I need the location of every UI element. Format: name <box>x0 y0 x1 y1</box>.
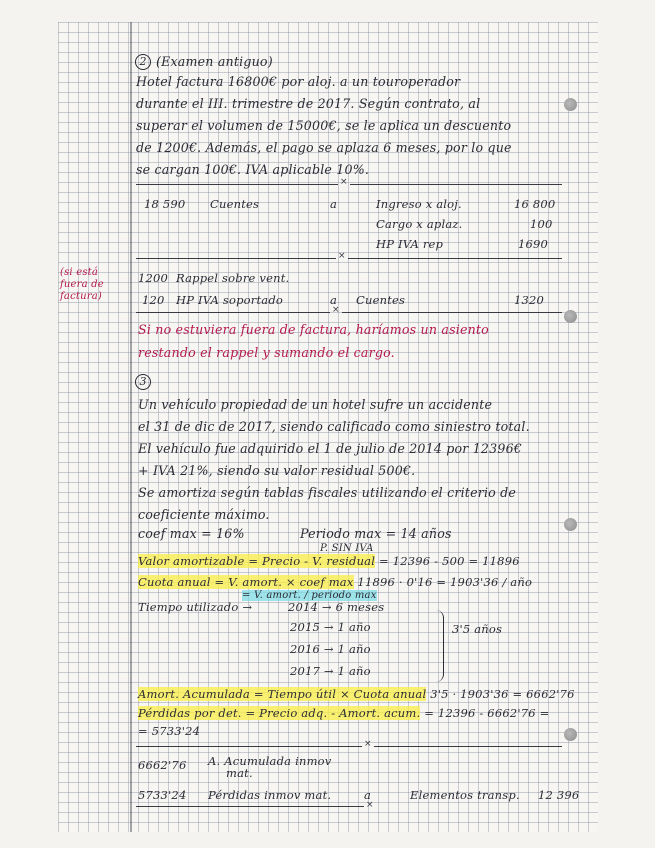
tiempo-row: 2017 → 1 año <box>290 664 371 678</box>
entry-a: a <box>364 788 372 802</box>
exercise-2-line: Hotel factura 16800€ por aloj. a un touroperador <box>136 74 461 89</box>
entry-cross-mark: × <box>338 251 346 261</box>
entry-cross-mark: × <box>340 177 348 187</box>
entry-debit-account: Cuentes <box>210 197 260 211</box>
margin-line <box>130 22 132 832</box>
side-note: (si está <box>60 267 99 278</box>
side-note: factura) <box>60 291 102 302</box>
exercise-2-heading: (Examen antiguo) <box>156 54 273 69</box>
exercise-3-line: Se amortiza según tablas fiscales utilizando el criterio de <box>138 485 517 500</box>
exercise-2-line: se cargan 100€. IVA aplicable 10%. <box>136 162 370 177</box>
tiempo-brace <box>433 610 444 682</box>
coef-max: coef max = 16% <box>138 526 245 541</box>
entry-credit-account: Ingreso x aloj. <box>376 197 462 211</box>
entry-debit-account: Pérdidas inmov mat. <box>208 788 332 802</box>
entry-credit-amount: 16 800 <box>514 197 556 211</box>
entry-credit-amount: 1320 <box>514 293 545 307</box>
entry-divider <box>350 184 562 185</box>
tiempo-row: 2015 → 1 año <box>290 620 371 634</box>
entry-credit-account: HP IVA rep <box>376 237 444 251</box>
exercise-3-line: El vehículo fue adquirido el 1 de julio de 2014 por 12396€ <box>138 441 522 456</box>
entry-divider <box>348 258 562 259</box>
tiempo-total: 3'5 años <box>452 622 503 636</box>
entry-divider <box>136 746 362 747</box>
entry-debit-amount: 1200 <box>138 271 169 285</box>
amort-acumulada-label: Amort. Acumulada = Tiempo útil × Cuota anual <box>138 687 427 701</box>
valor-amortizable-label: Valor amortizable = Precio - V. residual <box>138 554 376 568</box>
pink-note: restando el rappel y sumando el cargo. <box>138 345 395 360</box>
entry-credit-account: Cuentes <box>356 293 406 307</box>
binder-hole <box>564 518 577 531</box>
entry-debit-account: Rappel sobre vent. <box>176 271 290 285</box>
entry-divider <box>136 184 338 185</box>
exercise-2-line: de 1200€. Además, el pago se aplaza 6 meses, por lo que <box>136 140 512 155</box>
entry-divider <box>136 312 330 313</box>
cuota-anual-formula <box>138 575 532 589</box>
tiempo-row: 2014 → 6 meses <box>288 600 385 614</box>
exercise-2-line: durante el III. trimestre de 2017. Según contrato, al <box>136 96 481 111</box>
valor-amortizable-calc: = 12396 - 500 = 11896 <box>378 554 520 568</box>
perdidas-calc: = 12396 - 6662'76 = <box>424 706 550 720</box>
entry-cross-mark: × <box>366 800 374 810</box>
valor-amortizable-formula <box>138 554 520 568</box>
binder-hole <box>564 98 577 111</box>
entry-credit-amount: 100 <box>530 217 553 231</box>
sin-iva-note: P. SIN IVA <box>320 543 374 554</box>
perdidas-result: = 5733'24 <box>138 724 201 738</box>
exercise-3-line: + IVA 21%, siendo su valor residual 500€. <box>138 463 416 478</box>
tiempo-row: 2016 → 1 año <box>290 642 371 656</box>
amort-acumulada-calc: 3'5 · 1903'36 = 6662'76 <box>430 687 575 701</box>
exercise-3-number: 3 <box>135 374 151 390</box>
exercise-2-number: 2 <box>135 54 151 70</box>
tiempo-label: Tiempo utilizado → <box>138 600 253 614</box>
entry-debit-account: A. Acumulada inmov <box>208 754 332 768</box>
perdidas-formula <box>138 706 549 720</box>
entry-debit-account-cont: mat. <box>226 766 253 780</box>
entry-debit-amount: 18 590 <box>144 197 186 211</box>
side-note: fuera de <box>60 279 104 290</box>
entry-a: a <box>330 197 338 211</box>
exercise-3-line: Un vehículo propiedad de un hotel sufre un accidente <box>138 397 493 412</box>
binder-hole <box>564 728 577 741</box>
notebook-page <box>58 22 598 832</box>
entry-credit-amount: 12 396 <box>538 788 580 802</box>
entry-divider <box>374 746 562 747</box>
entry-a: a <box>330 293 338 307</box>
exercise-3-line: el 31 de dic de 2017, siendo calificado como siniestro total. <box>138 419 530 434</box>
entry-divider <box>342 312 562 313</box>
perdidas-label: Pérdidas por det. = Precio adq. - Amort. acum. <box>138 706 421 720</box>
entry-credit-account: Cargo x aplaz. <box>376 217 463 231</box>
binder-hole <box>564 310 577 323</box>
cuota-anual-label: Cuota anual = V. amort. × coef max <box>138 575 354 589</box>
entry-divider <box>136 258 336 259</box>
exercise-3-line: coeficiente máximo. <box>138 507 270 522</box>
entry-debit-amount: 6662'76 <box>138 758 187 772</box>
periodo-max: Periodo max = 14 años <box>300 526 452 541</box>
entry-debit-amount: 5733'24 <box>138 788 187 802</box>
cuota-alt-label: = V. amort. / periodo max <box>242 590 377 601</box>
amort-acumulada-formula <box>138 687 575 701</box>
entry-debit-account: HP IVA soportado <box>176 293 284 307</box>
cuota-anual-calc: 11896 · 0'16 = 1903'36 / año <box>357 575 533 589</box>
exercise-2-line: superar el volumen de 15000€, se le aplica un descuento <box>136 118 512 133</box>
pink-note: Si no estuviera fuera de factura, haríamos un asiento <box>138 322 489 337</box>
entry-cross-mark: × <box>364 739 372 749</box>
entry-debit-amount: 120 <box>142 293 165 307</box>
entry-divider <box>136 806 364 807</box>
entry-credit-amount: 1690 <box>518 237 549 251</box>
entry-cross-mark: × <box>332 305 340 315</box>
entry-credit-account: Elementos transp. <box>410 788 520 802</box>
